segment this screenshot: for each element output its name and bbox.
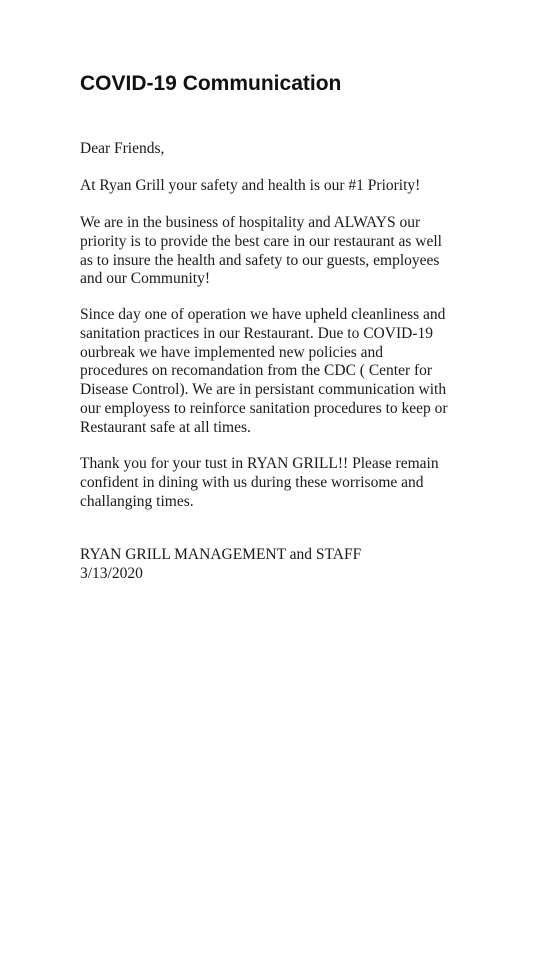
page-title: COVID-19 Communication [80, 72, 342, 95]
paragraph-thanks: Thank you for your tust in RYAN GRILL!! Please remain confident in dining with us during these worrisome and challanging times. [80, 455, 439, 510]
paragraph-sanitation: Since day one of operation we have upheld cleanliness and sanitation practices in our Restaurant. Due to COVID-19 ourbreak we have implemented new policies and procedures on recomandation from the CDC ( Center for Disease Control). We are in persistant communication with our employess to reinforce sanitation procedures to keep or Restaurant safe at all times. [80, 306, 448, 436]
paragraph-priority: At Ryan Grill your safety and health is our #1 Priority! [80, 177, 421, 194]
signature: RYAN GRILL MANAGEMENT and STAFF [80, 546, 362, 563]
paragraph-hospitality: We are in the business of hospitality and ALWAYS our priority is to provide the best care in our restaurant as well as to insure the health and safety to our guests, employees and our Community! [80, 214, 442, 288]
salutation: Dear Friends, [80, 140, 165, 157]
letter-date: 3/13/2020 [80, 565, 143, 582]
